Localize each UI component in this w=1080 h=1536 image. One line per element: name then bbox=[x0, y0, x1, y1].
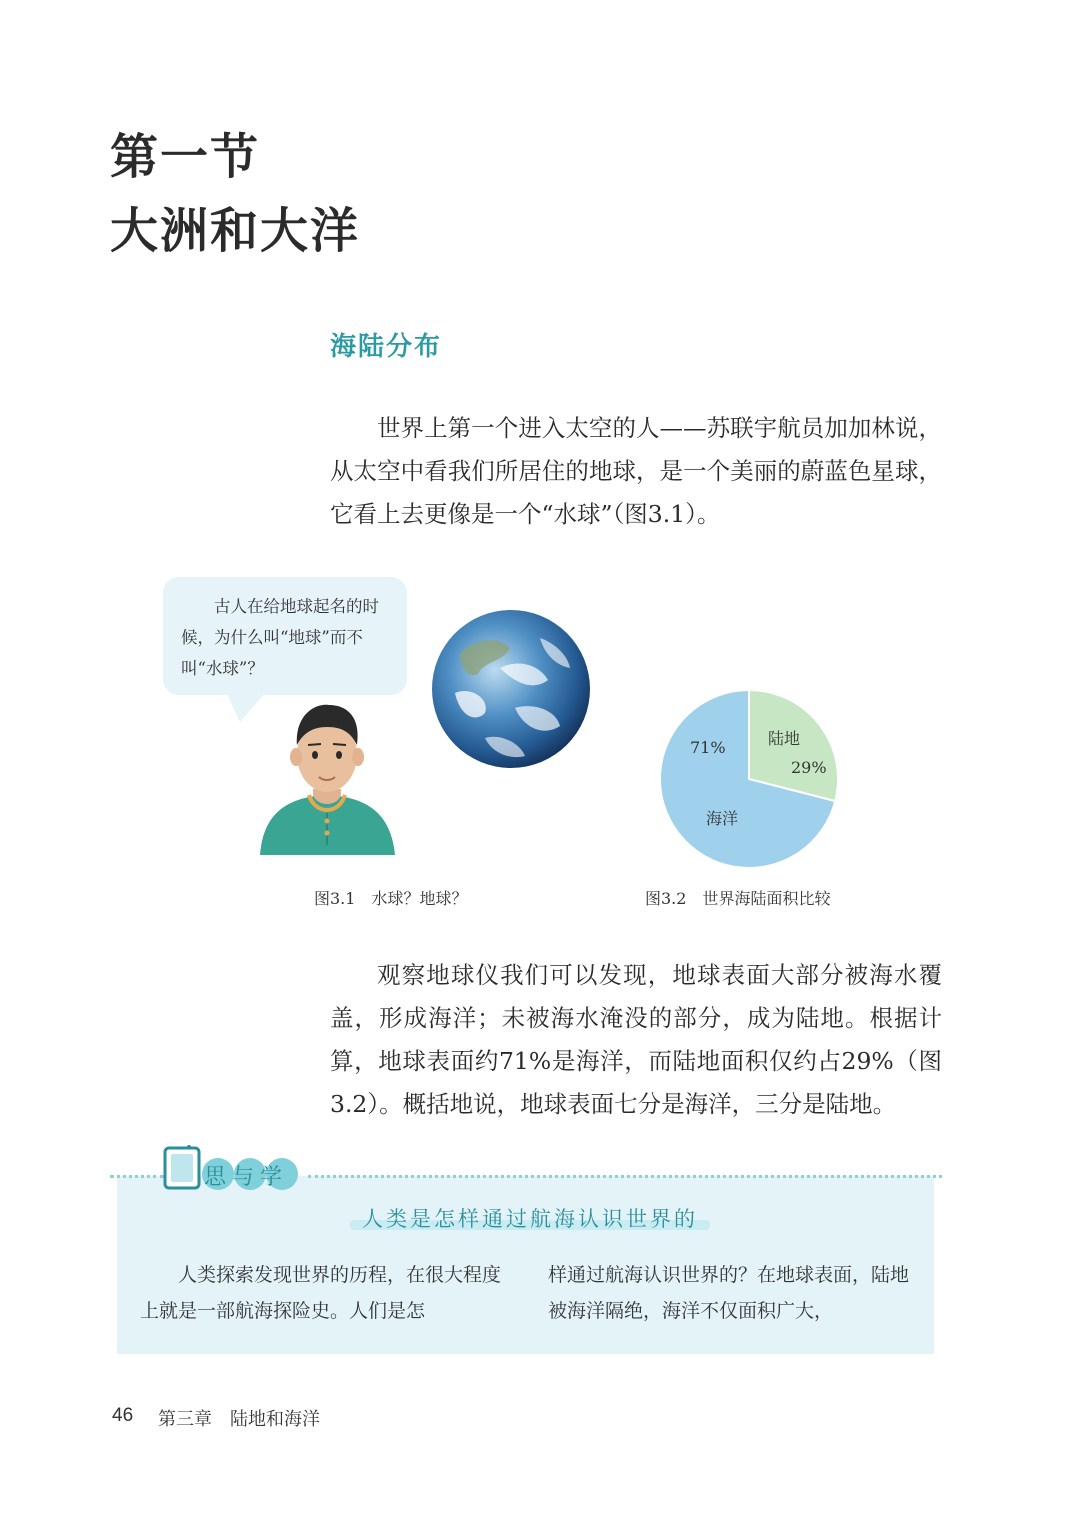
earth-globe-image bbox=[430, 608, 592, 770]
chapter-title-line2: 大洲和大洋 bbox=[110, 203, 361, 259]
think-learn-text-col1: 人类探索发现世界的历程，在很大程度上就是一部航海探险史。人们是怎 bbox=[140, 1264, 502, 1322]
ocean-name-label: 海洋 bbox=[706, 809, 739, 828]
page-number: 46 bbox=[112, 1405, 134, 1426]
land-name-label: 陆地 bbox=[768, 729, 801, 748]
box-top-dotted-border-left bbox=[110, 1175, 164, 1178]
figure-3-2-caption: 图3.2 世界海陆面积比较 bbox=[645, 889, 831, 908]
section-heading: 海陆分布 bbox=[330, 332, 443, 362]
land-percent-label: 29% bbox=[791, 758, 827, 777]
land-ocean-pie-chart bbox=[658, 688, 840, 870]
boy-illustration bbox=[255, 695, 400, 855]
think-learn-tag-text: 思与学 bbox=[204, 1165, 289, 1190]
box-top-dotted-border-right bbox=[308, 1175, 942, 1178]
chapter-title-line1: 第一节 bbox=[110, 129, 261, 185]
figure-3-1-caption: 图3.1 水球？地球？ bbox=[314, 889, 468, 908]
paragraph-intro: 世界上第一个进入太空的人——苏联宇航员加加林说，从太空中看我们所居住的地球，是一个美丽的蔚蓝色星球，它看上去更像是一个“水球”（图3.1）。 bbox=[330, 414, 942, 528]
speech-bubble: 古人在给地球起名的时候，为什么叫“地球”而不叫“水球”？ bbox=[163, 577, 407, 695]
think-learn-text-col2: 样通过航海认识世界的？在地球表面，陆地被海洋隔绝，海洋不仅面积广大， bbox=[548, 1264, 910, 1322]
ocean-percent-label: 71% bbox=[690, 738, 726, 757]
footer-chapter: 第三章 陆地和海洋 bbox=[158, 1409, 320, 1430]
paragraph-observation: 观察地球仪我们可以发现，地球表面大部分被海水覆盖，形成海洋；未被海水淹没的部分，成为陆地。根据计算，地球表面约71%是海洋，而陆地面积仅约占29%（图3.2）。概括地说，地球表面七分是海洋，三分是陆地。 bbox=[330, 961, 942, 1118]
think-learn-heading: 人类是怎样通过航海认识世界的 bbox=[362, 1207, 698, 1231]
